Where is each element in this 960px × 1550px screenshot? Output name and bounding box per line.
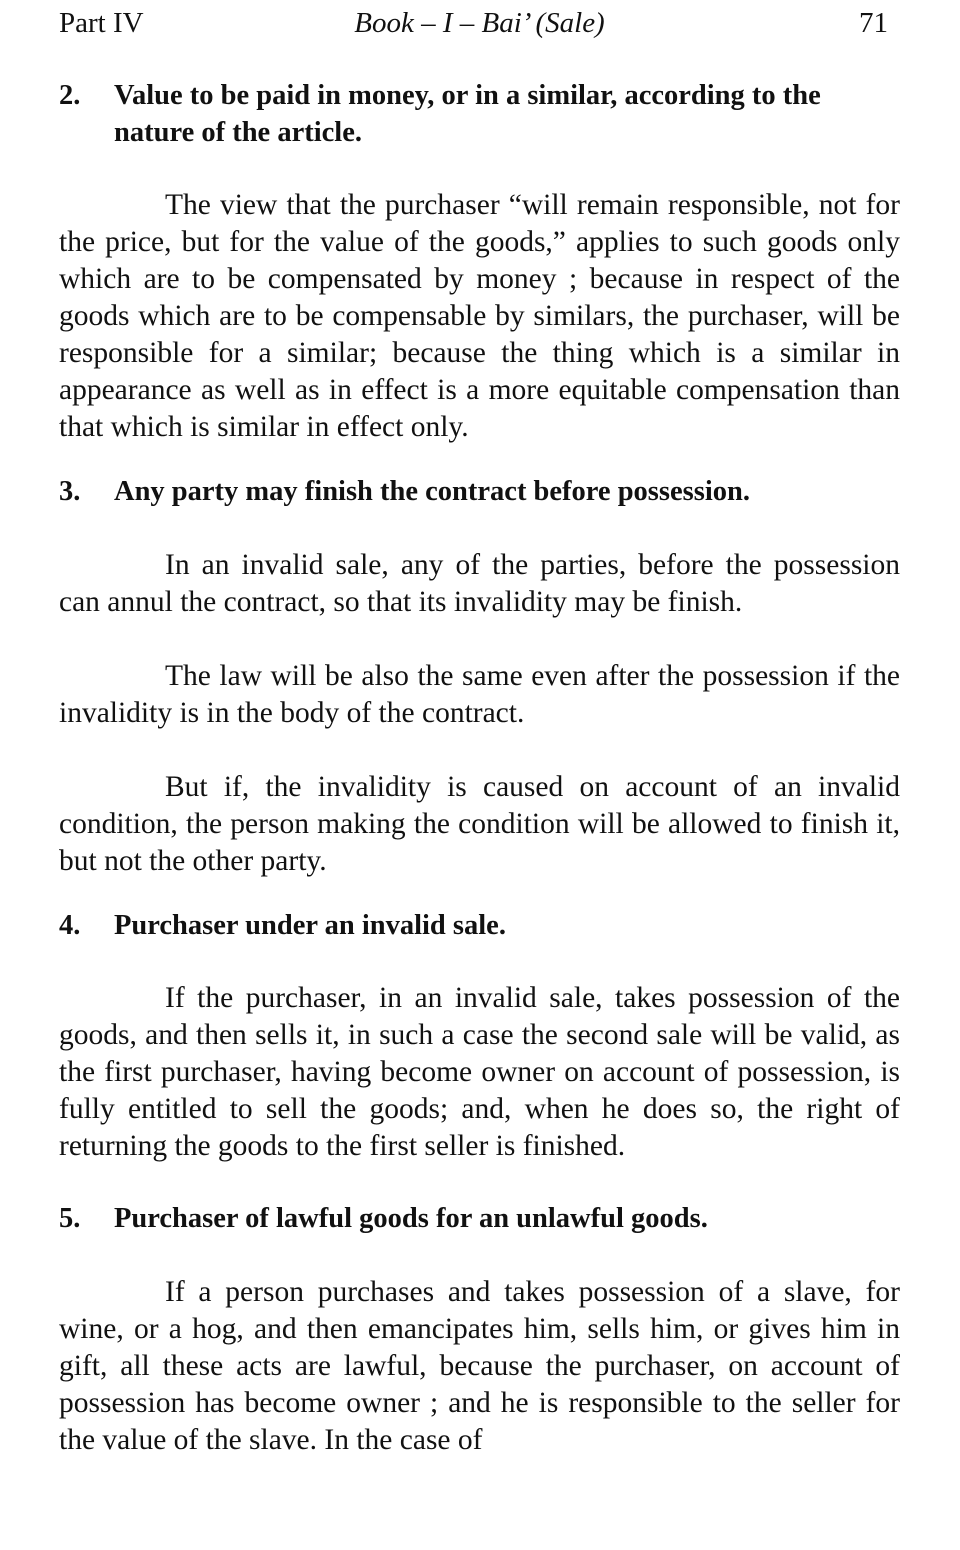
section-5 xyxy=(59,1201,900,1459)
section-heading xyxy=(59,908,900,945)
paragraph: The view that the purchaser “will remain responsible, not for the price, but for the value of the goods,” applies to such goods only which are to be compensated by money ; because in respect of the goods which are to be compensable by similars, the purchaser, will be responsible for a similar; because the thing which is a similar in appearance as well as in effect is a more equitable compensation than that which is similar in effect only. xyxy=(59,189,900,443)
section-title: Any party may finish the contract before possession. xyxy=(114,476,750,507)
section-number: 4. xyxy=(59,909,81,941)
paragraph: In an invalid sale, any of the parties, before the possession can annul the contract, so that its invalidity may be finish. xyxy=(59,548,900,618)
section-4 xyxy=(59,908,900,1166)
section-number: 2. xyxy=(59,80,81,111)
book-page xyxy=(59,0,900,1459)
paragraph: If a person purchases and takes possession of a slave, for wine, or a hog, and then emancipates him, sells him, or gives him in gift, all these acts are lawful, because the purchaser, on account of possession has become owner ; and he is responsible to the seller for the value of the slave. In the case of xyxy=(59,1275,900,1456)
section-number: 5. xyxy=(59,1203,81,1234)
paragraph: The law will be also the same even after the possession if the invalidity is in the body of the contract. xyxy=(59,659,900,729)
section-number: 3. xyxy=(59,476,81,507)
section-title: Purchaser of lawful goods for an unlawful goods. xyxy=(114,1203,708,1234)
section-title: Purchaser under an invalid sale. xyxy=(114,909,506,941)
part-label: Part IV xyxy=(59,7,144,39)
page-number: 71 xyxy=(859,7,888,39)
running-head xyxy=(59,0,900,46)
section-heading xyxy=(59,474,900,511)
paragraph: If the purchaser, in an invalid sale, takes possession of the goods, and then sells it, in such a case the second sale will be valid, as the first purchaser, having become owner on account of possession, is fully entitled to sell the goods; and, when he does so, the right of returning the goods to the first seller is finished. xyxy=(59,982,900,1162)
section-heading xyxy=(59,78,900,151)
paragraph: But if, the invalidity is caused on account of an invalid condition, the person making the condition will be allowed to finish it, but not the other party. xyxy=(59,770,900,877)
section-heading xyxy=(59,1201,900,1238)
section-2 xyxy=(59,78,900,446)
section-3 xyxy=(59,474,900,880)
section-title: Value to be paid in money, or in a similar, according to the nature of the article. xyxy=(114,80,821,148)
book-title: Book – I – Bai’ (Sale) xyxy=(354,7,605,39)
